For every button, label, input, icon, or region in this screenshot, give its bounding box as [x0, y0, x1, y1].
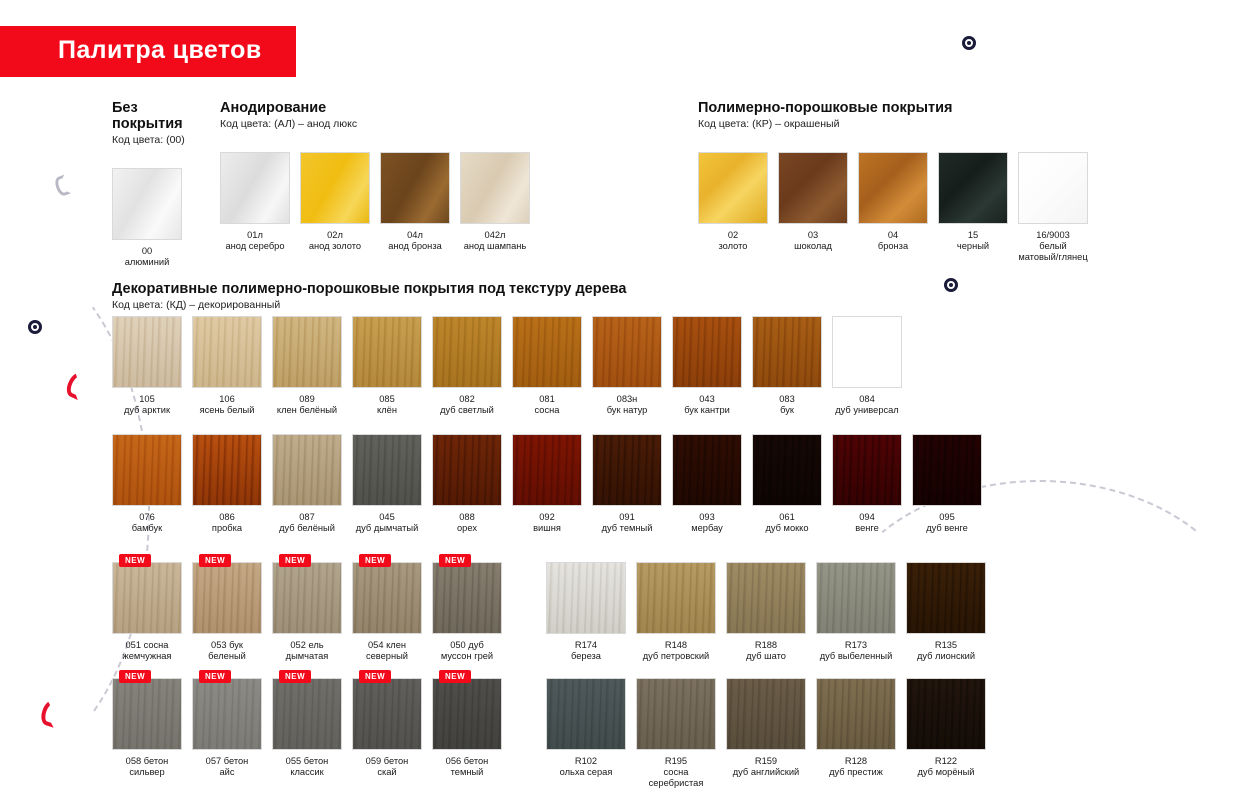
swatch-code: 04 [887, 230, 899, 240]
swatch-code: 076 [139, 512, 155, 522]
color-swatch[interactable] [272, 556, 342, 662]
swatch-name: анод шампань [463, 241, 527, 251]
swatch-chip [546, 678, 626, 750]
swatch-name: скай [377, 767, 397, 777]
swatch-code: 061 [779, 512, 795, 522]
swatch-caption [432, 512, 502, 534]
swatch-row [546, 562, 996, 662]
swatch-code: 04л [407, 230, 423, 240]
color-swatch[interactable] [192, 672, 262, 778]
swatch-code: 105 [139, 394, 155, 404]
swatch-caption [672, 512, 742, 534]
swatch-caption [112, 246, 182, 268]
swatch-caption [636, 756, 716, 789]
swatch-caption [352, 512, 422, 534]
new-badge: NEW [279, 554, 311, 567]
swatch-caption [512, 512, 582, 534]
color-swatch[interactable] [512, 316, 582, 416]
swatch-row [112, 434, 992, 534]
swatch-chip [300, 152, 370, 224]
swatch-caption [220, 230, 290, 252]
color-swatch[interactable] [726, 562, 806, 662]
swatch-caption [906, 640, 986, 662]
swatch-name: клен белёный [276, 405, 338, 415]
swatch-chip [380, 152, 450, 224]
swatch-name: золото [718, 241, 748, 251]
swatch-caption [816, 640, 896, 662]
swatch-chip [752, 316, 822, 388]
swatch-code: 083н [616, 394, 638, 404]
swatch-name: дуб английский [732, 767, 800, 777]
swatch-name: дуб лионский [916, 651, 976, 661]
color-swatch[interactable] [778, 152, 848, 263]
swatch-name: анод золото [308, 241, 362, 251]
new-badge: NEW [439, 670, 471, 683]
swatch-chip [858, 152, 928, 224]
color-swatch[interactable] [432, 316, 502, 416]
color-swatch[interactable] [592, 316, 662, 416]
swatch-chip [432, 672, 502, 750]
section-no-coating [112, 100, 192, 268]
swatch-code: 058 бетон [125, 756, 169, 766]
swatch-name: беленый [208, 651, 246, 661]
new-badge: NEW [279, 670, 311, 683]
color-swatch[interactable] [832, 434, 902, 534]
swatch-chip [192, 556, 262, 634]
color-swatch[interactable] [906, 678, 986, 789]
swatch-caption [192, 640, 262, 662]
swatch-code: 087 [299, 512, 315, 522]
swatch-name: бук [780, 405, 794, 415]
swatch-chip [752, 434, 822, 506]
color-swatch[interactable] [672, 316, 742, 416]
swatch-row [698, 152, 1098, 263]
color-swatch[interactable] [432, 434, 502, 534]
swatch-code: R128 [844, 756, 868, 766]
section-title: Полимерно-порошковые покрытия [698, 100, 953, 116]
swatch-caption [1018, 230, 1088, 263]
swatch-chip [460, 152, 530, 224]
swatch-code: 089 [299, 394, 315, 404]
swatch-code: 086 [219, 512, 235, 522]
swatch-caption [752, 512, 822, 534]
swatch-row [112, 672, 512, 778]
swatch-caption [726, 640, 806, 662]
swatch-name: береза [571, 651, 601, 661]
color-swatch[interactable] [460, 152, 530, 252]
swatch-chip [112, 434, 182, 506]
color-swatch[interactable] [352, 672, 422, 778]
deco-hook-left [53, 175, 71, 198]
swatch-code: 106 [219, 394, 235, 404]
color-swatch[interactable] [906, 562, 986, 662]
color-swatch[interactable] [192, 316, 262, 416]
swatch-chip [636, 562, 716, 634]
swatch-caption [816, 756, 896, 778]
swatch-code: R135 [934, 640, 958, 650]
color-swatch[interactable] [816, 678, 896, 789]
swatch-chip [832, 434, 902, 506]
swatch-code: R195 [664, 756, 688, 766]
swatch-chip [272, 672, 342, 750]
color-swatch[interactable] [112, 434, 182, 534]
swatch-chip [112, 672, 182, 750]
swatch-chip [726, 562, 806, 634]
swatch-code: R159 [754, 756, 778, 766]
swatch-code: R148 [664, 640, 688, 650]
swatch-code: 053 бук [211, 640, 243, 650]
swatch-caption [352, 756, 422, 778]
swatch-caption [546, 756, 626, 778]
swatch-name: муссон грей [440, 651, 494, 661]
new-badge: NEW [359, 554, 391, 567]
color-swatch[interactable] [112, 556, 182, 662]
swatch-caption [912, 512, 982, 534]
section-subtitle: Код цвета: (00) [112, 134, 185, 146]
swatch-caption [636, 640, 716, 662]
swatch-name: дуб венге [926, 523, 968, 533]
swatch-code: 01л [247, 230, 263, 240]
swatch-chip [1018, 152, 1088, 224]
swatch-caption [592, 394, 662, 416]
page-title: Палитра цветов [0, 26, 296, 77]
color-swatch[interactable] [352, 434, 422, 534]
swatch-name: бук натур [606, 405, 648, 415]
swatch-chip [592, 316, 662, 388]
swatch-code: R122 [934, 756, 958, 766]
swatch-caption [752, 394, 822, 416]
swatch-code: R102 [574, 756, 598, 766]
color-swatch[interactable] [858, 152, 928, 263]
swatch-name: пробка [211, 523, 243, 533]
color-swatch[interactable] [220, 152, 290, 252]
swatch-name: жемчужная [122, 651, 172, 661]
swatch-caption [698, 230, 768, 252]
deco-dot-top-right [962, 36, 976, 50]
deco-swoosh-bottom [38, 698, 61, 728]
swatch-name: дуб белёный [279, 523, 335, 533]
swatch-name: дуб дымчатый [355, 523, 419, 533]
swatch-code: 095 [939, 512, 955, 522]
color-swatch[interactable] [592, 434, 662, 534]
swatch-chip [192, 316, 262, 388]
section-subtitle: Код цвета: (КР) – окрашеный [698, 118, 840, 130]
new-badge: NEW [439, 554, 471, 567]
swatch-name: дуб светлый [440, 405, 494, 415]
swatch-row [546, 678, 996, 789]
new-badge: NEW [119, 670, 151, 683]
swatch-chip [352, 672, 422, 750]
color-swatch[interactable] [912, 434, 982, 534]
swatch-code: 084 [859, 394, 875, 404]
swatch-caption [726, 756, 806, 778]
swatch-caption [460, 230, 530, 252]
swatch-chip [512, 316, 582, 388]
color-swatch[interactable] [816, 562, 896, 662]
color-swatch[interactable] [546, 678, 626, 789]
swatch-code: 054 клен [368, 640, 406, 650]
swatch-chip [816, 562, 896, 634]
swatch-chip [432, 434, 502, 506]
color-swatch[interactable] [672, 434, 742, 534]
section-title: Анодирование [220, 100, 327, 116]
color-swatch[interactable] [726, 678, 806, 789]
swatch-code: 045 [379, 512, 395, 522]
new-badge: NEW [359, 670, 391, 683]
swatch-caption [352, 640, 422, 662]
swatch-name: сосна [534, 405, 560, 415]
swatch-name: анод серебро [225, 241, 285, 251]
swatch-caption [192, 512, 262, 534]
swatch-caption [832, 394, 902, 416]
swatch-name: дуб шато [746, 651, 786, 661]
swatch-code: 16/9003 [1036, 230, 1070, 240]
swatch-chip [112, 316, 182, 388]
swatch-chip [512, 434, 582, 506]
new-badge: NEW [199, 554, 231, 567]
section-powder [698, 100, 1098, 263]
swatch-name: белый матовый/глянец [1018, 241, 1088, 262]
swatch-name: классик [290, 767, 324, 777]
color-swatch[interactable] [272, 434, 342, 534]
swatch-caption [300, 230, 370, 252]
swatch-chip [726, 678, 806, 750]
swatch-name: венге [855, 523, 879, 533]
swatch-code: 050 дуб [450, 640, 484, 650]
swatch-chip [672, 434, 742, 506]
color-swatch[interactable] [112, 316, 182, 416]
swatch-name: дуб выбеленный [819, 651, 893, 661]
color-swatch[interactable] [432, 672, 502, 778]
swatch-name: клён [377, 405, 397, 415]
section-subtitle: Код цвета: (АЛ) – анод люкс [220, 118, 358, 130]
swatch-caption [272, 640, 342, 662]
swatch-code: 056 бетон [445, 756, 489, 766]
swatch-caption [432, 756, 502, 778]
swatch-code: 094 [859, 512, 875, 522]
swatch-caption [938, 230, 1008, 252]
swatch-chip [778, 152, 848, 224]
swatch-row [112, 168, 192, 268]
swatch-code: 059 бетон [365, 756, 409, 766]
swatch-code: 057 бетон [205, 756, 249, 766]
color-swatch[interactable] [112, 168, 182, 268]
swatch-caption [858, 230, 928, 252]
swatch-name: ольха серая [559, 767, 613, 777]
swatch-name: бук кантри [684, 405, 730, 415]
swatch-code: 055 бетон [285, 756, 329, 766]
swatch-caption [352, 394, 422, 416]
swatch-caption [192, 394, 262, 416]
swatch-chip [432, 556, 502, 634]
color-swatch[interactable] [832, 316, 902, 416]
color-swatch[interactable] [1018, 152, 1088, 263]
swatch-caption [112, 756, 182, 778]
swatch-name: северный [365, 651, 408, 661]
swatch-name: вишня [533, 523, 561, 533]
swatch-code: 083 [779, 394, 795, 404]
swatch-name: дуб мокко [765, 523, 809, 533]
swatch-caption [272, 756, 342, 778]
swatch-code: R174 [574, 640, 598, 650]
color-swatch[interactable] [192, 556, 262, 662]
swatch-name: анод бронза [388, 241, 442, 251]
deco-dot-left [28, 320, 42, 334]
color-swatch[interactable] [512, 434, 582, 534]
swatch-name: мербау [691, 523, 723, 533]
deco-dot-mid-right [944, 278, 958, 292]
color-swatch[interactable] [272, 316, 342, 416]
swatch-code: 043 [699, 394, 715, 404]
swatch-code: 091 [619, 512, 635, 522]
swatch-chip [112, 168, 182, 240]
swatch-row [112, 316, 912, 416]
swatch-caption [906, 756, 986, 778]
swatch-code: 052 ель [290, 640, 324, 650]
color-swatch[interactable] [636, 678, 716, 789]
swatch-code: 00 [141, 246, 153, 256]
swatch-chip [352, 434, 422, 506]
swatch-chip [272, 316, 342, 388]
swatch-caption [112, 640, 182, 662]
swatch-chip [912, 434, 982, 506]
swatch-caption [112, 394, 182, 416]
color-swatch[interactable] [636, 562, 716, 662]
deco-swoosh-mid [63, 370, 88, 400]
swatch-caption [272, 512, 342, 534]
swatch-code: 088 [459, 512, 475, 522]
swatch-caption [112, 512, 182, 534]
swatch-name: дымчатая [285, 651, 329, 661]
swatch-caption [778, 230, 848, 252]
swatch-name: дуб морёный [917, 767, 975, 777]
swatch-caption [672, 394, 742, 416]
swatch-code: 02л [327, 230, 343, 240]
color-swatch[interactable] [300, 152, 370, 252]
color-swatch[interactable] [380, 152, 450, 252]
swatch-code: 092 [539, 512, 555, 522]
swatch-chip [112, 556, 182, 634]
wood-section-title: Декоративные полимерно-порошковые покрытия под текстуру дерева [112, 281, 627, 297]
deco-arc-top [600, 0, 960, 60]
swatch-caption [432, 394, 502, 416]
swatch-name: дуб престиж [829, 767, 883, 777]
swatch-name: орех [457, 523, 477, 533]
swatch-code: 02 [727, 230, 739, 240]
swatch-code: 15 [967, 230, 979, 240]
swatch-caption [832, 512, 902, 534]
swatch-code: 082 [459, 394, 475, 404]
swatch-chip [816, 678, 896, 750]
swatch-code: 042л [484, 230, 506, 240]
swatch-name: шоколад [794, 241, 832, 251]
swatch-chip [832, 316, 902, 388]
swatch-name: алюминий [124, 257, 170, 267]
color-swatch[interactable] [432, 556, 502, 662]
swatch-name: бамбук [131, 523, 163, 533]
color-swatch[interactable] [352, 316, 422, 416]
swatch-code: 051 сосна [125, 640, 169, 650]
swatch-row [220, 152, 540, 252]
color-swatch[interactable] [192, 434, 262, 534]
swatch-chip [906, 562, 986, 634]
color-swatch[interactable] [272, 672, 342, 778]
swatch-caption [192, 756, 262, 778]
swatch-name: дуб универсал [835, 405, 899, 415]
swatch-name: ясень белый [199, 405, 255, 415]
color-swatch[interactable] [352, 556, 422, 662]
swatch-chip [906, 678, 986, 750]
swatch-caption [546, 640, 626, 662]
swatch-code: R188 [754, 640, 778, 650]
swatch-chip [938, 152, 1008, 224]
swatch-chip [698, 152, 768, 224]
new-badge: NEW [199, 670, 231, 683]
swatch-caption [272, 394, 342, 416]
swatch-name: дуб темный [601, 523, 653, 533]
swatch-row [112, 556, 512, 662]
swatch-code: 093 [699, 512, 715, 522]
swatch-code: R173 [844, 640, 868, 650]
section-anodizing [220, 100, 540, 252]
swatch-name: бронза [877, 241, 909, 251]
swatch-chip [546, 562, 626, 634]
new-badge: NEW [119, 554, 151, 567]
swatch-chip [272, 434, 342, 506]
swatch-name: дуб петровский [642, 651, 710, 661]
swatch-chip [272, 556, 342, 634]
swatch-name: черный [956, 241, 990, 251]
swatch-chip [352, 556, 422, 634]
swatch-chip [592, 434, 662, 506]
swatch-chip [220, 152, 290, 224]
swatch-code: 081 [539, 394, 555, 404]
wood-section-subtitle: Код цвета: (КД) – декорированный [112, 299, 281, 311]
color-swatch[interactable] [938, 152, 1008, 263]
swatch-chip [352, 316, 422, 388]
swatch-chip [192, 434, 262, 506]
swatch-chip [192, 672, 262, 750]
color-swatch[interactable] [546, 562, 626, 662]
swatch-code: 03 [807, 230, 819, 240]
swatch-chip [672, 316, 742, 388]
swatch-caption [432, 640, 502, 662]
swatch-code: 085 [379, 394, 395, 404]
color-swatch[interactable] [112, 672, 182, 778]
swatch-chip [636, 678, 716, 750]
swatch-name: темный [450, 767, 484, 777]
swatch-name: сосна серебристая [648, 767, 704, 788]
swatch-name: айс [219, 767, 235, 777]
color-swatch[interactable] [698, 152, 768, 263]
swatch-chip [432, 316, 502, 388]
section-title: Без покрытия [112, 100, 183, 132]
swatch-name: сильвер [129, 767, 165, 777]
swatch-caption [380, 230, 450, 252]
swatch-name: дуб арктик [123, 405, 171, 415]
swatch-caption [512, 394, 582, 416]
color-swatch[interactable] [752, 316, 822, 416]
swatch-caption [592, 512, 662, 534]
color-swatch[interactable] [752, 434, 822, 534]
